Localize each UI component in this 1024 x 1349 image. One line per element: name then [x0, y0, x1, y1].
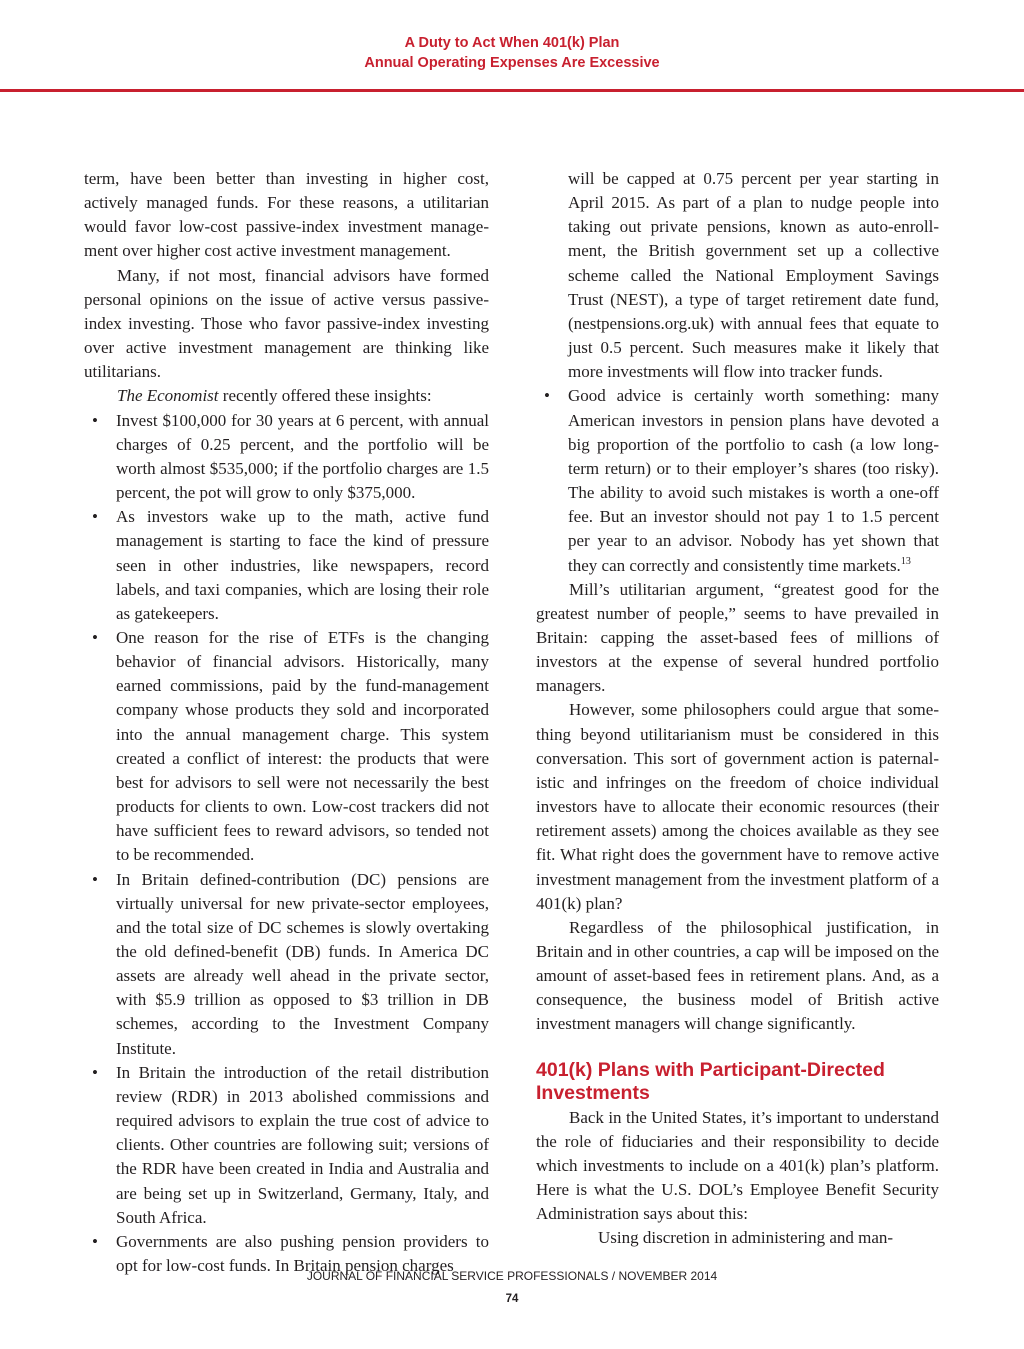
bullet-list	[84, 409, 489, 1279]
list-item	[84, 868, 489, 1061]
bullet-icon: •	[92, 869, 98, 889]
list-item-text: Invest $100,000 for 30 years at 6 percent, with annual charges of 0.25 percent, and the portfolio will be worth almost $535,000; if the portfolio charges are 1.5 percent, the pot will grow to only $375,000.	[116, 410, 489, 503]
bullet-icon: •	[92, 627, 98, 647]
block-quote: Using discretion in administering and man-	[598, 1228, 894, 1248]
publication-title: The Economist	[117, 386, 219, 406]
left-column	[84, 167, 489, 1278]
list-item	[84, 409, 489, 506]
journal-citation: JOURNAL OF FINANCIAL SERVICE PROFESSIONALS / NOVEMBER 2014	[306, 1269, 718, 1283]
running-head	[0, 33, 1024, 73]
paragraph	[84, 384, 489, 408]
bullet-icon: •	[92, 507, 98, 527]
list-item	[536, 384, 939, 577]
list-item-text: Governments are also pushing pension providers to opt for low-cost funds. In Britain pension charges	[116, 1231, 489, 1276]
list-item	[84, 626, 489, 868]
bullet-icon: •	[92, 1062, 98, 1082]
running-head-line-2: Annual Operating Expenses Are Excessive	[364, 55, 660, 71]
paragraph: term, have been better than investing in higher cost, actively managed funds. For these reasons, a utilitarian would favor low-cost passive-index investment management over higher cost active investment management.	[84, 169, 489, 261]
bullet-icon: •	[544, 386, 550, 406]
list-item-text: Good advice is certainly worth something: many American investors in pension plans have devoted a big proportion of the portfolio to cash (a low long-term return) or to their employer’s shares (too risky). The ability to avoid such mistakes is worth a one-off fee. But an investor should not pay 1 to 1.5 percent per year to an advisor. Nobody has yet shown that they can correctly and consistently time markets.	[568, 386, 939, 575]
list-item-text: As investors wake up to the math, active fund management is starting to face the kind of pressure seen in other industries, like newspapers, record labels, and taxi companies, which are losing their role as gatekeepers.	[116, 507, 489, 623]
bullet-continuation: will be capped at 0.75 percent per year starting in April 2015. As part of a plan to nudge people into taking out private pensions, known as auto-enrollment, the British government set up a collective scheme called the National Employment Savings Trust (NEST), a type of target retirement date fund, (nestpensions.org.uk) with annual fees that equate to just 0.5 percent. Such measures make it likely that more investments will flow into tracker funds.	[568, 169, 939, 382]
bullet-list	[536, 384, 939, 577]
section-heading: 401(k) Plans with Participant-Directed Investments	[536, 1058, 885, 1104]
header-rule	[0, 89, 1024, 92]
list-item	[84, 505, 489, 626]
list-item-text: In Britain defined-contribution (DC) pensions are virtually universal for new private-sector employees, and the total size of DC schemes is slowly overtaking the old defined-benefit (DB) funds. In America DC assets are already well ahead in the private sector, with $5.9 trillion as opposed to $3 trillion in DB schemes, according to the Investment Company Institute.	[116, 869, 489, 1058]
paragraph: Regardless of the philosophical justification, in Britain and in other countries, a cap will be imposed on the amount of asset-based fees in retirement plans. And, as a consequence, the business model of British active investment managers will change significantly.	[536, 917, 939, 1034]
page-number: 74	[505, 1293, 519, 1305]
right-column	[536, 167, 939, 1251]
running-head-line-1: A Duty to Act When 401(k) Plan	[404, 35, 620, 51]
bullet-icon: •	[92, 410, 98, 430]
page-footer	[0, 1267, 1024, 1308]
list-item	[84, 1061, 489, 1230]
paragraph: Mill’s utilitarian argument, “greatest good for the greatest number of people,” seems to have prevailed in Britain: capping the asset-based fees of millions of investors at the expense of several hundred portfolio managers.	[536, 579, 939, 696]
paragraph-text: recently offered these insights:	[218, 386, 432, 406]
list-item-text: One reason for the rise of ETFs is the changing behavior of financial advisors. Historically, many earned commissions, paid by the fund-management company whose products they sold and incorporated into the annual management charge. This system created a conflict of interest: the products that were best for advisors to sell were not necessarily the best products for clients to own. Low-cost trackers did not have sufficient fees to reward advisors, so tended not to be recommended.	[116, 627, 489, 865]
paragraph: Many, if not most, financial advisors have formed personal opinions on the issue of active versus passive-index investing. Those who favor passive-index investing over active investment management are thinking like utilitarians.	[84, 265, 489, 382]
paragraph: However, some philosophers could argue that something beyond utilitarianism must be considered in this conversation. This sort of government action is paternalistic and infringes on the freedom of choice individual investors have to allocate their economic resources (their retirement assets) among the choices available as they see fit. What right does the government have to remove active investment management from the investment platform of a 401(k) plan?	[536, 700, 939, 913]
bullet-icon: •	[92, 1231, 98, 1251]
footnote-reference: 13	[900, 555, 911, 567]
list-item-text: In Britain the introduction of the retail distribution review (RDR) in 2013 abolished commissions and required advisors to explain the true cost of advice to clients. Other countries are following suit; versions of the RDR have been created in India and Australia and are being set up in Switzerland, Germany, Italy, and South Africa.	[116, 1062, 489, 1227]
paragraph: Back in the United States, it’s important to understand the role of fiduciaries and their responsibility to decide which investments to include on a 401(k) plan’s platform. Here is what the U.S. DOL’s Employee Benefit Security Administration says about this:	[536, 1107, 939, 1224]
